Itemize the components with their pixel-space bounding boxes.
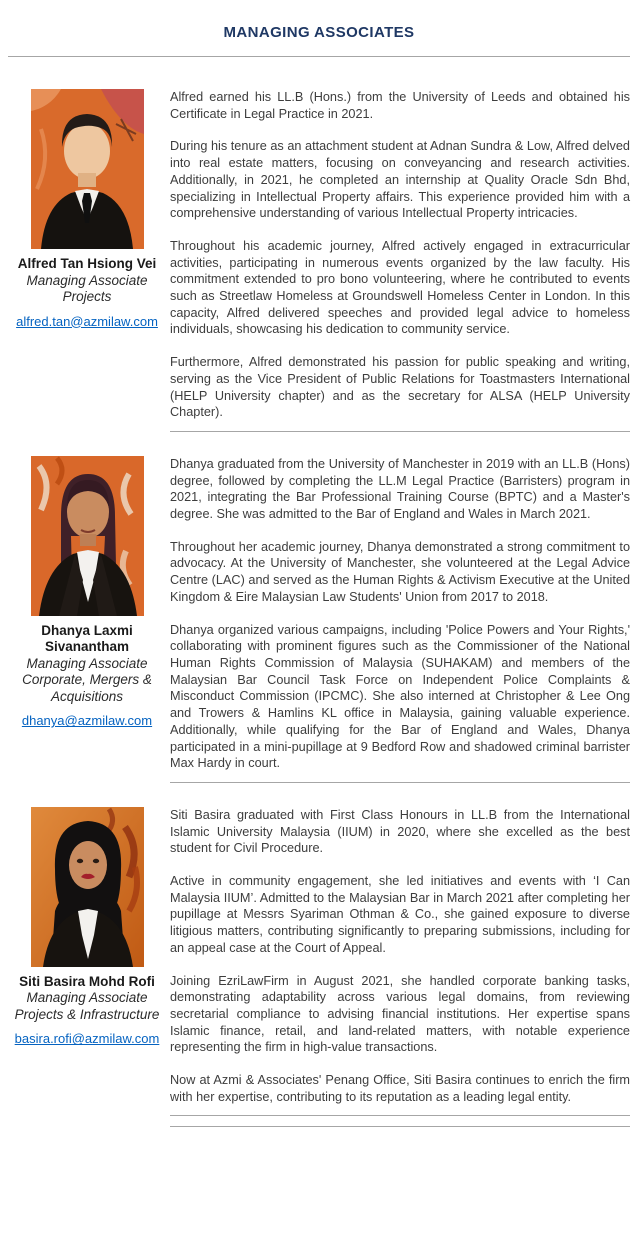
profile-section-alfred [8,65,630,421]
profile-role: Managing Associate [26,655,148,671]
portrait-photo-siti-basira [31,807,144,967]
bio-paragraph: Joining EzriLawFirm in August 2021, she handled corporate banking tasks, demonstrating adaptability across various legal domains, from reviewing secretarial compliance to advising financial institutions. Her expertise spans Islamic finance, retail, and land-related matters, with notable experience representing the firm in high-value transactions. [170,973,630,1055]
profile-card-dhanya [8,456,166,730]
managing-associates-page [0,24,638,1133]
profile-section-siti-basira [8,783,630,1106]
bio-paragraph: Throughout his academic journey, Alfred actively engaged in extracurricular activities, participating in numerous events organized by the law faculty. His commitment extended to pro bono volunteering, where he contributed to events such as Streetlaw Homeless at Groundswell Homeless Center in London. In this capacity, Alfred delivered speeches and provided legal advice to homeless individuals, showcasing his dedication to community service. [170,238,630,337]
profile-name: Siti Basira Mohd Rofi [19,973,155,989]
profile-bio-alfred [170,89,630,421]
bio-paragraph: Dhanya graduated from the University of Manchester in 2019 with an LL.B (Hons) degree, followed by completing the LL.M Legal Practice (Barristers) program in 2021, integrating the Bar Professional Training Course (BPTC) and a Master's degree. She was admitted to the Bar of England and Wales in March 2021. [170,456,630,522]
email-link-alfred[interactable]: alfred.tan@azmilaw.com [16,313,158,329]
bio-paragraph: Now at Azmi & Associates' Penang Office, Siti Basira continues to enrich the firm with her expertise, contributing to its reputation as a leading legal entity. [170,1073,630,1104]
bio-paragraph: Furthermore, Alfred demonstrated his passion for public speaking and writing, serving as the Vice President of Public Relations for Toastmasters International (HELP University chapter) and as the secretary for ALSA (HELP University Chapter). [170,355,630,420]
profile-department: Projects [62,289,112,304]
profile-card-siti-basira [8,807,166,1048]
bio-paragraph: Active in community engagement, she led initiatives and events with ‘I Can Malaysia IIUM’. Admitted to the Malaysian Bar in March 2021 after completing her pupillage at Messrs Syariman Othman & Co., she gained exposure to diverse litigious matters, contributing significantly to preparing submissions, including for an appeal case at the Court of Appeal. [170,874,630,955]
portrait-photo-dhanya [31,456,144,616]
bio-paragraph: Siti Basira graduated with First Class Honours in LL.B from the International Islamic University Malaysia (IIUM) in 2020, where she excelled as the best student for Civil Procedure. [170,807,630,856]
bottom-edge-divider [170,1126,630,1127]
profile-bio-siti-basira [170,807,630,1106]
profile-card-alfred [8,89,166,330]
email-link-siti-basira[interactable]: basira.rofi@azmilaw.com [14,1031,160,1047]
portrait-photo-alfred [31,89,144,249]
profile-department: Projects & Infrastructure [14,1006,160,1022]
profile-section-dhanya [8,432,630,772]
email-link-dhanya[interactable]: dhanya@azmilaw.com [21,713,153,729]
profile-bio-dhanya [170,456,630,772]
bio-paragraph: During his tenure as an attachment student at Adnan Sundra & Low, Alfred delved into real estate matters, focusing on conveyancing and research activities. Additionally, in 2021, he completed an internship at Quality Oracle Sdn Bhd, specializing in Intellectual Property affairs. This experience provided him with a comprehensive understanding of various Intellectual Property intricacies. [170,139,630,221]
profile-email [8,713,166,729]
profile-email [8,1031,166,1047]
header-divider [8,56,630,57]
profile-email [8,314,166,330]
bio-paragraph: Throughout her academic journey, Dhanya demonstrated a strong commitment to advocacy. At the University of Manchester, she volunteered at the Legal Advice Centre (LAC) and served as the Human Rights & Activism Executive at the United Kingdom & Eire Malaysian Law Students' Union from 2017 to 2018. [170,539,630,604]
bio-paragraph: Alfred earned his LL.B (Hons.) from the University of Leeds and obtained his Certificate in Legal Practice in 2021. [170,90,630,121]
profile-role: Managing Associate [26,990,148,1006]
profile-name: Dhanya Laxmi Sivanantham [41,622,133,655]
profile-name: Alfred Tan Hsiong Vei [17,256,157,271]
page-title: MANAGING ASSOCIATES [223,24,415,41]
profile-role: Managing Associate [26,272,148,288]
bio-paragraph: Dhanya organized various campaigns, including 'Police Powers and Your Rights,' collaborating with prominent figures such as the Commissioner of the National Human Rights Commission of Malaysia (SUHAKAM) and members of the Malaysian Bar Council Task Force on Independent Police Complaints & Misconduct Commission (IPCMC). She also interned at Christopher & Lee Ong and Trowers & Hamlins KL office in Malaysia, gaining valuable experience. Additionally, while qualifying for the Bar of England and Wales, Dhanya participated in a mini-pupillage at 9 Bedford Row and shadowed criminal barrister Max Hardy in court. [170,622,630,771]
section-divider [170,1115,630,1116]
profile-department: Corporate, Mergers & Acquisitions [22,672,152,704]
